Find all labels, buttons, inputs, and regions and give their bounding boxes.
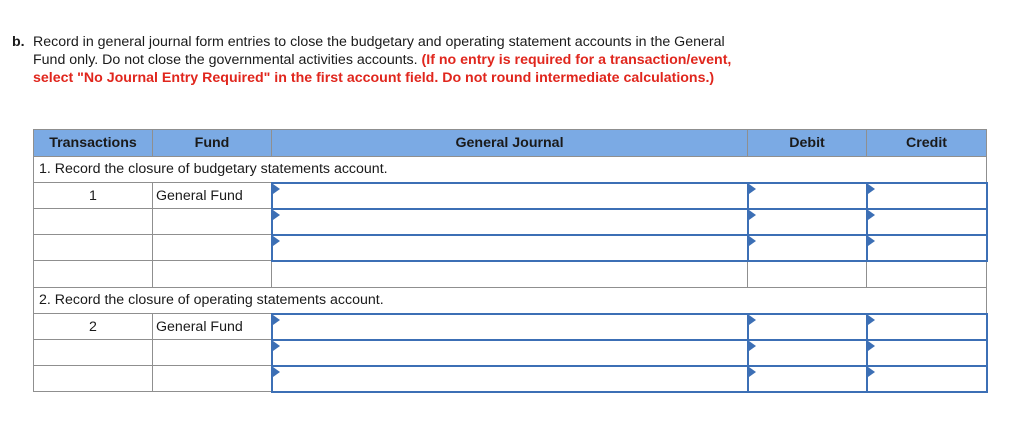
transaction-number bbox=[34, 366, 153, 392]
empty-cell bbox=[272, 261, 748, 288]
transaction-number: 1 bbox=[34, 183, 153, 209]
empty-cell bbox=[153, 261, 272, 288]
dropdown-marker-icon bbox=[749, 210, 756, 220]
fund-cell: General Fund bbox=[153, 183, 272, 209]
debit-field[interactable] bbox=[748, 209, 867, 235]
table-header-row bbox=[34, 130, 987, 157]
transaction-number bbox=[34, 235, 153, 261]
debit-input[interactable] bbox=[749, 210, 866, 234]
empty-cell bbox=[867, 261, 987, 288]
credit-field[interactable] bbox=[867, 314, 987, 340]
dropdown-marker-icon bbox=[868, 184, 875, 194]
journal-table bbox=[33, 129, 988, 393]
dropdown-marker-icon bbox=[273, 184, 280, 194]
table-row bbox=[34, 235, 987, 261]
dropdown-marker-icon bbox=[749, 341, 756, 351]
header-fund: Fund bbox=[153, 130, 272, 157]
debit-input[interactable] bbox=[749, 184, 866, 208]
header-credit: Credit bbox=[867, 130, 987, 157]
account-select[interactable] bbox=[272, 340, 748, 366]
account-input[interactable] bbox=[273, 315, 747, 339]
dropdown-marker-icon bbox=[749, 367, 756, 377]
credit-input[interactable] bbox=[868, 315, 986, 339]
header-debit: Debit bbox=[748, 130, 867, 157]
credit-field[interactable] bbox=[867, 366, 987, 392]
dropdown-marker-icon bbox=[868, 236, 875, 246]
fund-cell bbox=[153, 235, 272, 261]
account-select[interactable] bbox=[272, 183, 748, 209]
debit-field[interactable] bbox=[748, 340, 867, 366]
account-select[interactable] bbox=[272, 235, 748, 261]
debit-field[interactable] bbox=[748, 235, 867, 261]
dropdown-marker-icon bbox=[273, 367, 280, 377]
dropdown-marker-icon bbox=[273, 236, 280, 246]
fund-cell bbox=[153, 366, 272, 392]
table-row bbox=[34, 366, 987, 392]
section-row bbox=[34, 157, 987, 183]
spacer-row bbox=[34, 261, 987, 288]
debit-input[interactable] bbox=[749, 315, 866, 339]
dropdown-marker-icon bbox=[749, 236, 756, 246]
instructions bbox=[12, 33, 752, 86]
dropdown-marker-icon bbox=[868, 210, 875, 220]
credit-input[interactable] bbox=[868, 236, 986, 260]
dropdown-marker-icon bbox=[749, 315, 756, 325]
credit-field[interactable] bbox=[867, 209, 987, 235]
account-input[interactable] bbox=[273, 341, 747, 365]
dropdown-marker-icon bbox=[273, 315, 280, 325]
dropdown-marker-icon bbox=[749, 184, 756, 194]
dropdown-marker-icon bbox=[868, 367, 875, 377]
section-row bbox=[34, 288, 987, 314]
empty-cell bbox=[748, 261, 867, 288]
dropdown-marker-icon bbox=[273, 341, 280, 351]
empty-cell bbox=[34, 261, 153, 288]
debit-field[interactable] bbox=[748, 183, 867, 209]
account-input[interactable] bbox=[273, 367, 747, 391]
credit-input[interactable] bbox=[868, 367, 986, 391]
debit-field[interactable] bbox=[748, 314, 867, 340]
credit-input[interactable] bbox=[868, 210, 986, 234]
fund-cell: General Fund bbox=[153, 314, 272, 340]
table-row bbox=[34, 314, 987, 340]
transaction-number bbox=[34, 209, 153, 235]
dropdown-marker-icon bbox=[868, 315, 875, 325]
account-select[interactable] bbox=[272, 366, 748, 392]
transaction-number: 2 bbox=[34, 314, 153, 340]
section-description: 1. Record the closure of budgetary statements account. bbox=[34, 157, 987, 183]
instructions-body bbox=[33, 33, 751, 87]
credit-field[interactable] bbox=[867, 235, 987, 261]
credit-field[interactable] bbox=[867, 183, 987, 209]
account-input[interactable] bbox=[273, 184, 747, 208]
fund-cell bbox=[153, 209, 272, 235]
transaction-number bbox=[34, 340, 153, 366]
account-input[interactable] bbox=[273, 210, 747, 234]
debit-input[interactable] bbox=[749, 341, 866, 365]
credit-input[interactable] bbox=[868, 184, 986, 208]
debit-input[interactable] bbox=[749, 236, 866, 260]
credit-input[interactable] bbox=[868, 341, 986, 365]
instructions-note: (If no entry is required for a transaction/event, select "No Journal Entry Required" in the first account field. Do not round intermediate calculations.) bbox=[33, 52, 732, 86]
debit-field[interactable] bbox=[748, 366, 867, 392]
header-general-journal: General Journal bbox=[272, 130, 748, 157]
section-description: 2. Record the closure of operating statements account. bbox=[34, 288, 987, 314]
account-input[interactable] bbox=[273, 236, 747, 260]
fund-cell bbox=[153, 340, 272, 366]
table-row bbox=[34, 183, 987, 209]
part-label: b. bbox=[12, 34, 25, 50]
account-select[interactable] bbox=[272, 209, 748, 235]
table-row bbox=[34, 209, 987, 235]
dropdown-marker-icon bbox=[868, 341, 875, 351]
dropdown-marker-icon bbox=[273, 210, 280, 220]
instructions-text: Record in general journal form entries to close the budgetary and operating statement accounts in the General Fund only. Do not close the governmental activities accounts. bbox=[33, 34, 725, 68]
credit-field[interactable] bbox=[867, 340, 987, 366]
account-select[interactable] bbox=[272, 314, 748, 340]
debit-input[interactable] bbox=[749, 367, 866, 391]
table-row bbox=[34, 340, 987, 366]
header-transactions: Transactions bbox=[34, 130, 153, 157]
